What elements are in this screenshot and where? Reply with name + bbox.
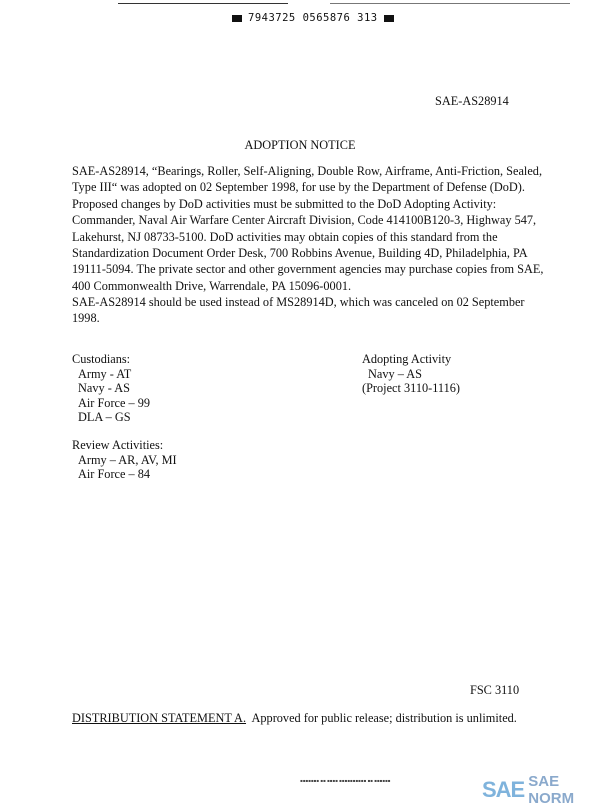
text-line: Proposed changes by DoD activities must be submitted to the DoD Adopting Activity: — [72, 196, 497, 211]
text-line: Type III“ was adopted on 02 September 1998, for use by the Department of Defense (DoD). — [72, 180, 525, 195]
distribution-statement — [72, 711, 517, 726]
text-line: 19111-5094. The private sector and other government agencies may purchase copies from SAE, — [72, 262, 544, 277]
text-line: 1998. — [72, 311, 100, 326]
list-item: Army - AT — [78, 366, 132, 381]
scan-barcode — [232, 12, 394, 24]
text-line: Lakehurst, NJ 08733-5100. DoD activities may obtain copies of this standard from the — [72, 229, 498, 244]
list-item: Air Force – 84 — [78, 467, 151, 482]
page-title: ADOPTION NOTICE — [244, 138, 356, 152]
review-activities-heading: Review Activities: — [72, 438, 164, 452]
list-item: Navy – AS — [368, 366, 422, 381]
text-line: Standardization Document Order Desk, 700 Robbins Avenue, Building 4D, Philadelphia, PA — [72, 246, 528, 261]
scan-line — [330, 3, 570, 4]
list-item: (Project 3110-1116) — [362, 381, 461, 396]
list-item: Navy - AS — [78, 381, 130, 396]
text-line: Commander, Naval Air Warfare Center Aircraft Division, Code 414100B120-3, Highway 547, — [72, 213, 537, 228]
brand-text: SAE NORM — [528, 773, 575, 807]
list-item: Army – AR, AV, MI — [78, 452, 177, 467]
barcode-number: 7943725 0565876 313 — [248, 12, 378, 24]
custodians-heading: Custodians: — [72, 352, 131, 366]
adopting-activity-heading: Adopting Activity — [362, 352, 452, 366]
scan-line — [118, 3, 288, 4]
fsc-code: FSC 3110 — [470, 683, 520, 697]
custodians-list — [72, 352, 150, 425]
text-line: 400 Commonwealth Drive, Warrendale, PA 15096-0001. — [72, 278, 352, 293]
review-activities — [72, 438, 177, 482]
text-line: SAE-AS28914, “Bearings, Roller, Self-Aligning, Double Row, Airframe, Anti-Friction, Sealed, — [72, 164, 543, 178]
distribution-label: DISTRIBUTION STATEMENT A. — [72, 711, 247, 725]
list-item: Air Force – 99 — [78, 395, 151, 410]
sae-norm-watermark — [482, 773, 600, 807]
barcode-marker — [384, 15, 394, 22]
adopting-activity — [362, 352, 460, 396]
adoption-paragraph — [72, 163, 542, 294]
list-item: DLA – GS — [78, 410, 131, 425]
barcode-marker — [232, 15, 242, 22]
footer-fine-print: ▪▪▪▪▪▪▪ ▪▪ ▪▪▪▪ ▪▪▪▪▪▪▪▪▪▪ ▪▪ ▪▪▪▪▪▪ — [300, 778, 391, 783]
supersession-paragraph — [72, 294, 542, 327]
distribution-text: Approved for public release; distribution is unlimited. — [251, 711, 517, 725]
text-line: SAE-AS28914 should be used instead of MS28914D, which was canceled on 02 September — [72, 295, 525, 309]
sae-logo: SAE — [482, 777, 525, 802]
document-id: SAE-AS28914 — [435, 94, 509, 108]
